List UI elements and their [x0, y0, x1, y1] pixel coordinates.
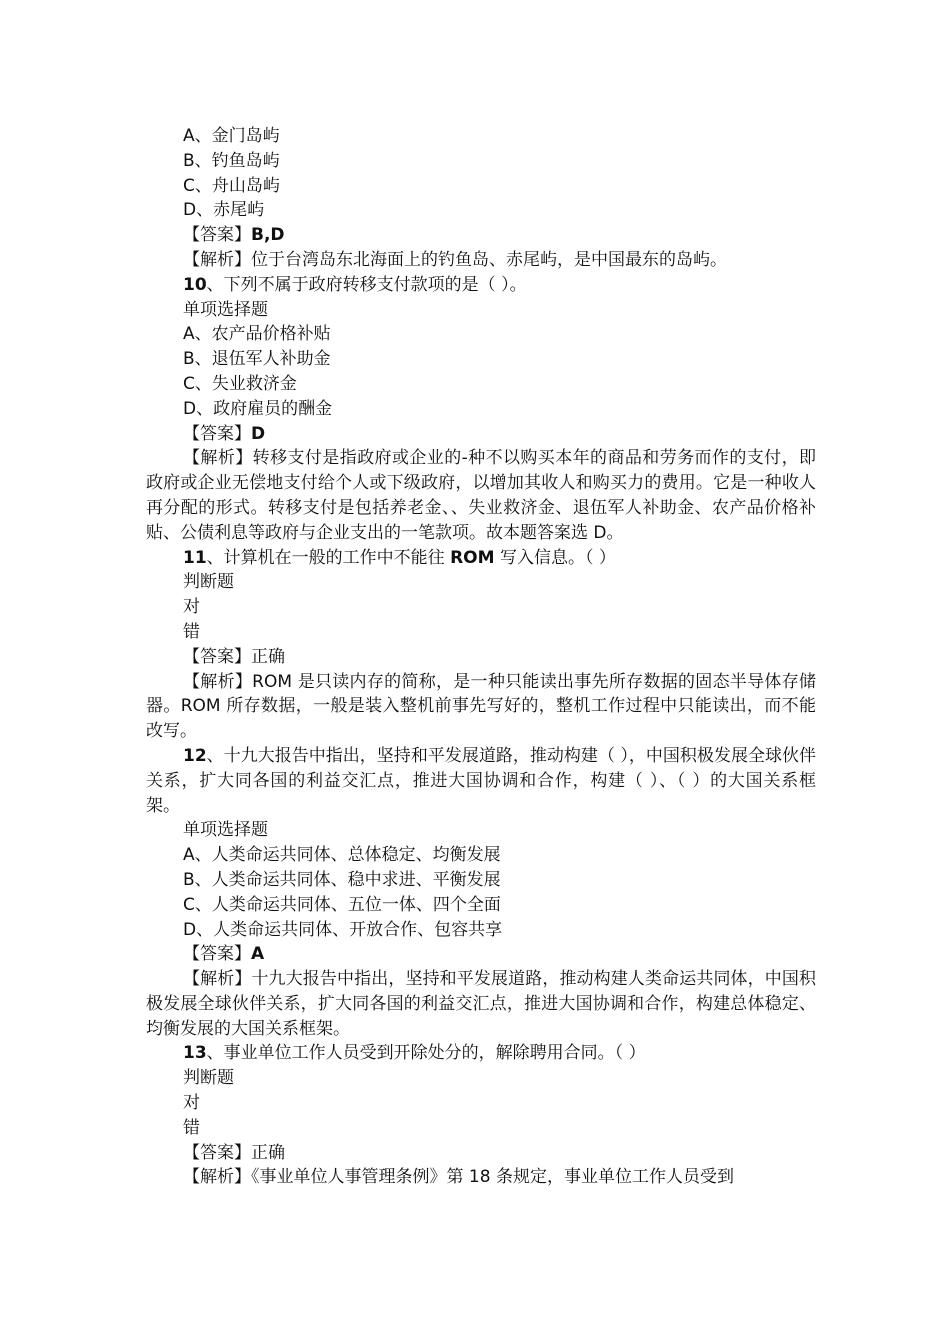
q12-number: 12	[183, 745, 207, 766]
q12-answer-value: A	[251, 944, 265, 965]
q12-type: 单项选择题	[183, 820, 268, 841]
q10-answer	[146, 422, 816, 447]
q9-analysis: 【解析】位于台湾岛东北海面上的钓鱼岛、赤尾屿，是中国最东的岛屿。	[183, 249, 727, 270]
q10-number: 10	[183, 274, 207, 295]
q11-option-true: 对	[183, 597, 200, 618]
q9-option-a: A、金门岛屿	[183, 126, 280, 146]
q10-analysis: 【解析】转移支付是指政府或企业的-种不以购买本年的商品和劳务而作的支付，即政府或企业无偿地支付给个人或下级政府，以增加其收人和购买力的费用。它是一种收人再分配的形式。转移支付是包括养老金、、失业救济金、退伍军人补助金、农产品价格补贴、公债利息等政府与企业支出的一笔款项。故本题答案选 D。	[146, 448, 816, 543]
q10-option-a: A、农产品价格补贴	[183, 324, 331, 345]
q11-question-pre: 、计算机在一般的工作中不能往	[206, 547, 451, 568]
q11-question-post: 写入信息。（ ）	[494, 547, 616, 568]
q9-option-d: D、赤尾屿	[183, 200, 265, 221]
q11-number: 11	[183, 547, 207, 568]
q10-question-text: 、下列不属于政府转移支付款项的是（ ）。	[206, 274, 527, 295]
q9-answer-label: 【答案】	[183, 225, 251, 246]
q10-answer-value: D	[251, 423, 266, 444]
q12-answer	[146, 942, 816, 967]
document-body	[146, 124, 816, 1190]
q12-option-b: B、人类命运共同体、稳中求进、平衡发展	[183, 869, 501, 890]
q11-option-false: 错	[183, 621, 200, 642]
q13-analysis: 【解析】《事业单位人事管理条例》第 18 条规定，事业单位工作人员受到	[183, 1167, 734, 1188]
q12-option-c: C、人类命运共同体、五位一体、四个全面	[183, 894, 501, 915]
q10-option-b: B、退伍军人补助金	[183, 349, 331, 370]
q13-option-false: 错	[183, 1117, 200, 1138]
q12-question-text: 、十九大报告中指出，坚持和平发展道路，推动构建（ ），中国积极发展全球伙伴关系，扩大同各国的利益交汇点，推进大国协调和合作，构建（ ）、（ ）的大国关系框架。	[146, 745, 816, 816]
q10-option-d: D、政府雇员的酬金	[183, 398, 333, 419]
q13-type: 判断题	[183, 1068, 234, 1089]
q12-analysis: 【解析】十九大报告中指出，坚持和平发展道路，推动构建人类命运共同体，中国积极发展全球伙伴关系，扩大同各国的利益交汇点，推进大国协调和合作，构建总体稳定、均衡发展的大国关系框架。	[146, 969, 816, 1039]
q9-answer	[146, 223, 816, 248]
q13-answer: 【答案】正确	[183, 1142, 285, 1163]
q10-option-c: C、失业救济金	[183, 373, 297, 394]
q11-question-rom: ROM	[450, 547, 495, 568]
q13-question-text: 、事业单位工作人员受到开除处分的，解除聘用合同。（ ）	[206, 1043, 646, 1064]
q10-answer-label: 【答案】	[183, 423, 251, 444]
q9-answer-value: B,D	[251, 225, 285, 246]
q11-question	[146, 546, 816, 571]
q13-option-true: 对	[183, 1093, 200, 1114]
q9-option-b: B、钓鱼岛屿	[183, 150, 280, 171]
q13-number: 13	[183, 1043, 207, 1064]
q11-analysis: 【解析】ROM 是只读内存的简称，是一种只能读出事先所存数据的固态半导体存储器。ROM 所存数据，一般是装入整机前事先写好的，整机工作过程中只能读出，而不能改写。	[146, 671, 816, 742]
q12-option-d: D、人类命运共同体、开放合作、包容共享	[183, 919, 503, 940]
q13-question	[146, 1041, 816, 1066]
q12-option-a: A、人类命运共同体、总体稳定、均衡发展	[183, 845, 501, 866]
q11-type: 判断题	[183, 572, 234, 593]
q10-type: 单项选择题	[183, 299, 268, 320]
q11-answer: 【答案】正确	[183, 646, 285, 667]
q12-question	[146, 744, 816, 818]
q10-question	[146, 273, 816, 298]
q9-option-c: C、舟山岛屿	[183, 175, 280, 196]
q12-answer-label: 【答案】	[183, 944, 251, 965]
